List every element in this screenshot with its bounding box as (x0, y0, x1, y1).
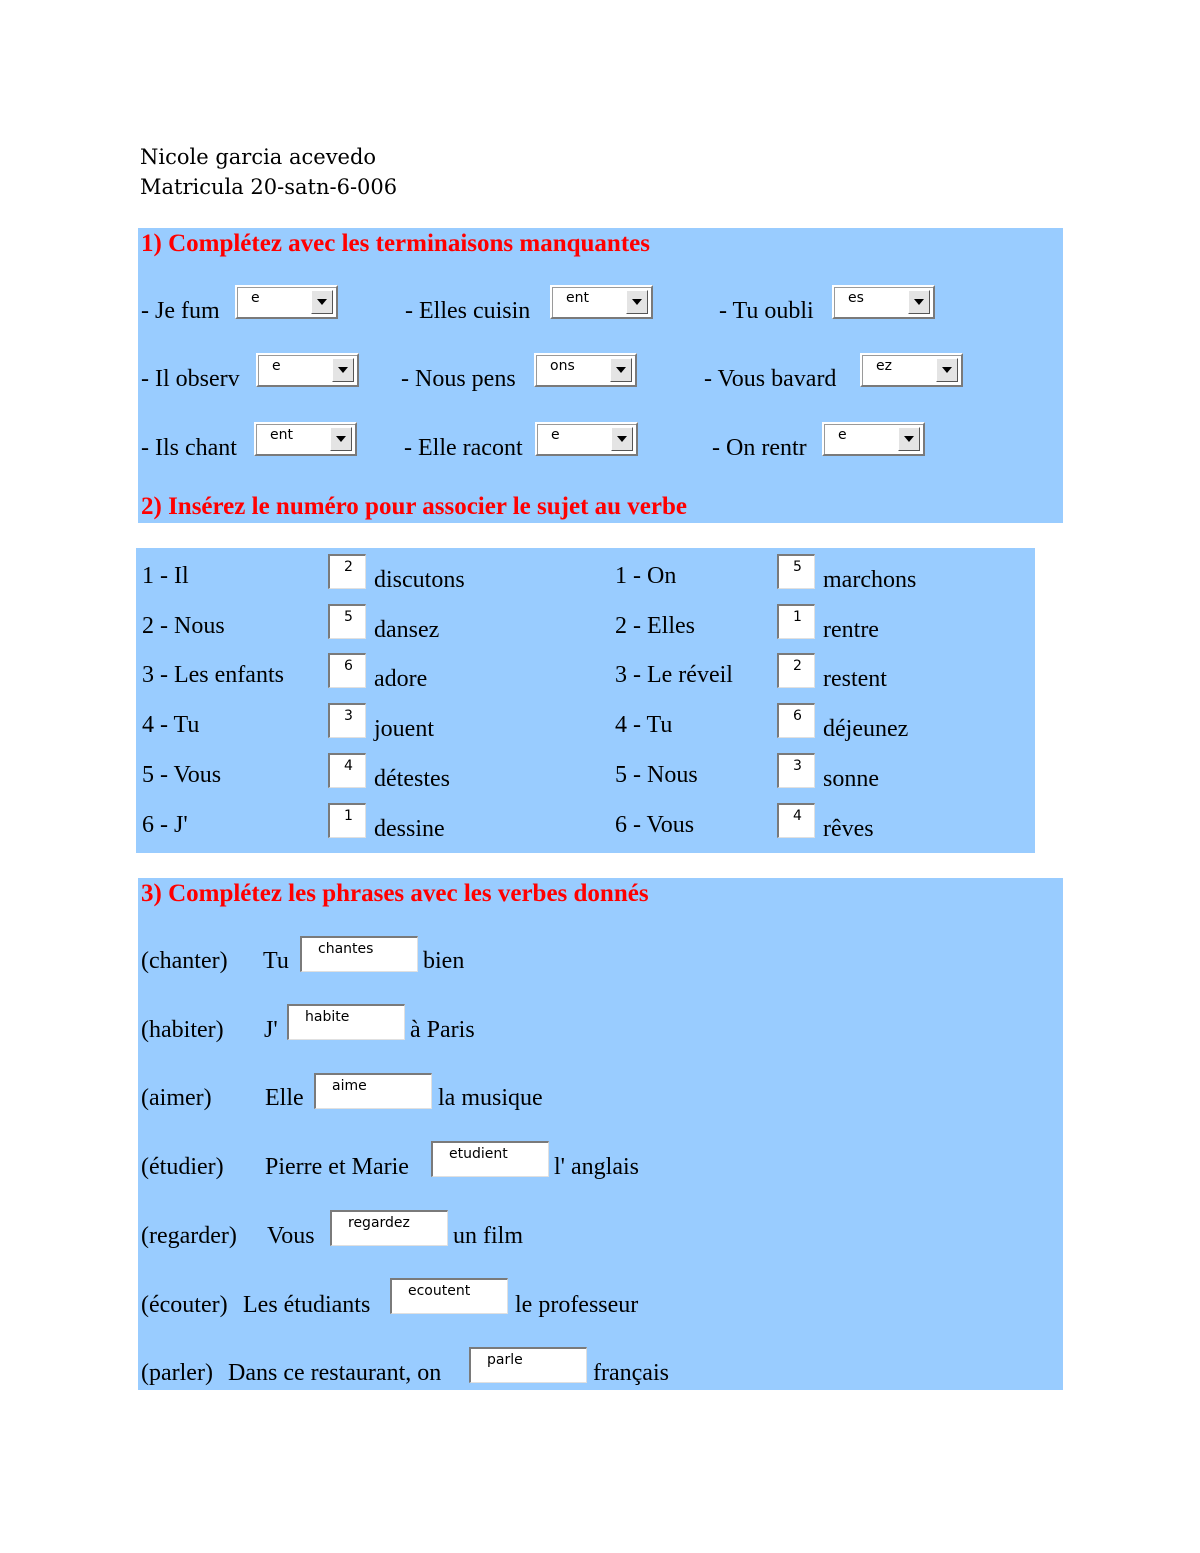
sentence-rest-label: à Paris (410, 1017, 475, 1043)
number-input[interactable] (328, 803, 366, 838)
subject-label: 3 - Le réveil (615, 662, 733, 688)
conjugation-input-value: ecoutent (408, 1283, 471, 1299)
number-input-value: 5 (793, 559, 802, 575)
subject-label: 6 - Vous (615, 812, 695, 838)
ending-select-value: es (848, 290, 864, 306)
number-input[interactable] (328, 653, 366, 688)
verb-infinitive-label: (regarder) (141, 1223, 237, 1249)
subject-label: Pierre et Marie (265, 1154, 409, 1180)
ending-select-value: e (272, 358, 281, 374)
number-input-value: 2 (793, 658, 802, 674)
ending-select-2[interactable] (550, 285, 653, 319)
chevron-down-icon[interactable] (610, 358, 632, 382)
exercise-6-label: - Vous bavard (704, 366, 837, 392)
conjugation-input-value: etudient (449, 1146, 508, 1162)
ending-select-value: ent (270, 427, 293, 443)
number-input[interactable] (777, 653, 815, 688)
chevron-down-icon[interactable] (311, 290, 333, 314)
ending-select-4[interactable] (256, 353, 359, 387)
sentence-rest-label: la musique (438, 1085, 543, 1111)
section-2-title: 2) Insérez le numéro pour associer le sujet au verbe (141, 493, 687, 520)
number-input[interactable] (328, 753, 366, 788)
number-input-value: 3 (344, 708, 353, 724)
number-input-value: 1 (793, 609, 802, 625)
number-input[interactable] (777, 604, 815, 639)
subject-label: Les étudiants (243, 1292, 371, 1318)
ending-select-value: ez (876, 358, 892, 374)
subject-label: 3 - Les enfants (142, 662, 284, 688)
conjugation-input[interactable] (314, 1073, 432, 1109)
ending-select-3[interactable] (832, 285, 935, 319)
verb-label: dansez (374, 617, 440, 643)
number-input[interactable] (777, 753, 815, 788)
chevron-down-icon[interactable] (330, 427, 352, 451)
ending-select-value: ent (566, 290, 589, 306)
verb-label: restent (823, 666, 887, 692)
subject-label: J' (264, 1017, 278, 1043)
ending-select-1[interactable] (235, 285, 338, 319)
verb-infinitive-label: (étudier) (141, 1154, 224, 1180)
number-input[interactable] (328, 554, 366, 589)
verb-infinitive-label: (parler) (141, 1360, 213, 1386)
exercise-2-label: - Elles cuisin (405, 298, 531, 324)
verb-label: dessine (374, 816, 445, 842)
subject-label: 2 - Nous (142, 613, 225, 639)
ending-select-value: e (251, 290, 260, 306)
subject-label: 4 - Tu (615, 712, 673, 738)
sentence-rest-label: français (593, 1360, 669, 1386)
number-input-value: 3 (793, 758, 802, 774)
conjugation-input-value: regardez (348, 1215, 410, 1231)
number-input-value: 2 (344, 559, 353, 575)
student-matricula: Matricula 20-satn-6-006 (140, 175, 398, 199)
chevron-down-icon[interactable] (908, 290, 930, 314)
student-name: Nicole garcia acevedo (140, 145, 377, 169)
subject-label: Tu (263, 948, 289, 974)
conjugation-input-value: parle (487, 1352, 523, 1368)
number-input-value: 1 (344, 808, 353, 824)
subject-label: 2 - Elles (615, 613, 695, 639)
subject-label: 6 - J' (142, 812, 188, 838)
section-3-title: 3) Complétez les phrases avec les verbes donnés (141, 880, 649, 907)
verb-label: rêves (823, 816, 874, 842)
subject-label: 5 - Nous (615, 762, 698, 788)
conjugation-input[interactable] (330, 1210, 448, 1246)
chevron-down-icon[interactable] (626, 290, 648, 314)
conjugation-input-value: habite (305, 1009, 350, 1025)
ending-select-6[interactable] (860, 353, 963, 387)
conjugation-input[interactable] (390, 1278, 508, 1314)
conjugation-input-value: chantes (318, 941, 374, 957)
subject-label: Vous (267, 1223, 315, 1249)
chevron-down-icon[interactable] (611, 427, 633, 451)
section-1-title: 1) Complétez avec les terminaisons manquantes (141, 230, 650, 257)
number-input[interactable] (777, 703, 815, 738)
exercise-5-label: - Nous pens (401, 366, 516, 392)
chevron-down-icon[interactable] (936, 358, 958, 382)
section-3-panel (138, 878, 1063, 1390)
number-input[interactable] (777, 803, 815, 838)
conjugation-input[interactable] (431, 1141, 549, 1177)
sentence-rest-label: bien (423, 948, 465, 974)
ending-select-7[interactable] (254, 422, 357, 456)
number-input-value: 4 (344, 758, 353, 774)
exercise-7-label: - Ils chant (141, 435, 237, 461)
conjugation-input[interactable] (469, 1347, 587, 1383)
conjugation-input[interactable] (300, 936, 418, 972)
ending-select-8[interactable] (535, 422, 638, 456)
number-input-value: 4 (793, 808, 802, 824)
subject-label: 1 - On (615, 563, 677, 589)
number-input[interactable] (777, 554, 815, 589)
verb-label: détestes (374, 766, 450, 792)
verb-label: déjeunez (823, 716, 909, 742)
verb-infinitive-label: (écouter) (141, 1292, 228, 1318)
ending-select-value: e (838, 427, 847, 443)
exercise-4-label: - Il observ (141, 366, 240, 392)
section-2-panel (136, 548, 1035, 853)
exercise-9-label: - On rentr (712, 435, 807, 461)
verb-infinitive-label: (chanter) (141, 948, 228, 974)
chevron-down-icon[interactable] (898, 427, 920, 451)
student-header (140, 142, 397, 202)
chevron-down-icon[interactable] (332, 358, 354, 382)
number-input-value: 6 (344, 658, 353, 674)
ending-select-value: ons (550, 358, 575, 374)
exercise-8-label: - Elle racont (404, 435, 523, 461)
subject-label: Elle (265, 1085, 304, 1111)
verb-label: sonne (823, 766, 879, 792)
subject-label: 4 - Tu (142, 712, 200, 738)
ending-select-value: e (551, 427, 560, 443)
verb-infinitive-label: (habiter) (141, 1017, 224, 1043)
number-input[interactable] (328, 703, 366, 738)
exercise-3-label: - Tu oubli (719, 298, 814, 324)
subject-label: 1 - Il (142, 563, 189, 589)
verb-label: jouent (374, 716, 434, 742)
sentence-rest-label: un film (453, 1223, 523, 1249)
subject-label: Dans ce restaurant, on (228, 1360, 442, 1386)
verb-label: discutons (374, 567, 465, 593)
number-input[interactable] (328, 604, 366, 639)
verb-infinitive-label: (aimer) (141, 1085, 212, 1111)
sentence-rest-label: l' anglais (554, 1154, 639, 1180)
section-1-panel (138, 228, 1063, 523)
ending-select-9[interactable] (822, 422, 925, 456)
number-input-value: 6 (793, 708, 802, 724)
number-input-value: 5 (344, 609, 353, 625)
subject-label: 5 - Vous (142, 762, 222, 788)
sentence-rest-label: le professeur (515, 1292, 639, 1318)
verb-label: marchons (823, 567, 917, 593)
conjugation-input-value: aime (332, 1078, 367, 1094)
verb-label: adore (374, 666, 428, 692)
conjugation-input[interactable] (287, 1004, 405, 1040)
verb-label: rentre (823, 617, 879, 643)
ending-select-5[interactable] (534, 353, 637, 387)
exercise-1-label: - Je fum (141, 298, 220, 324)
